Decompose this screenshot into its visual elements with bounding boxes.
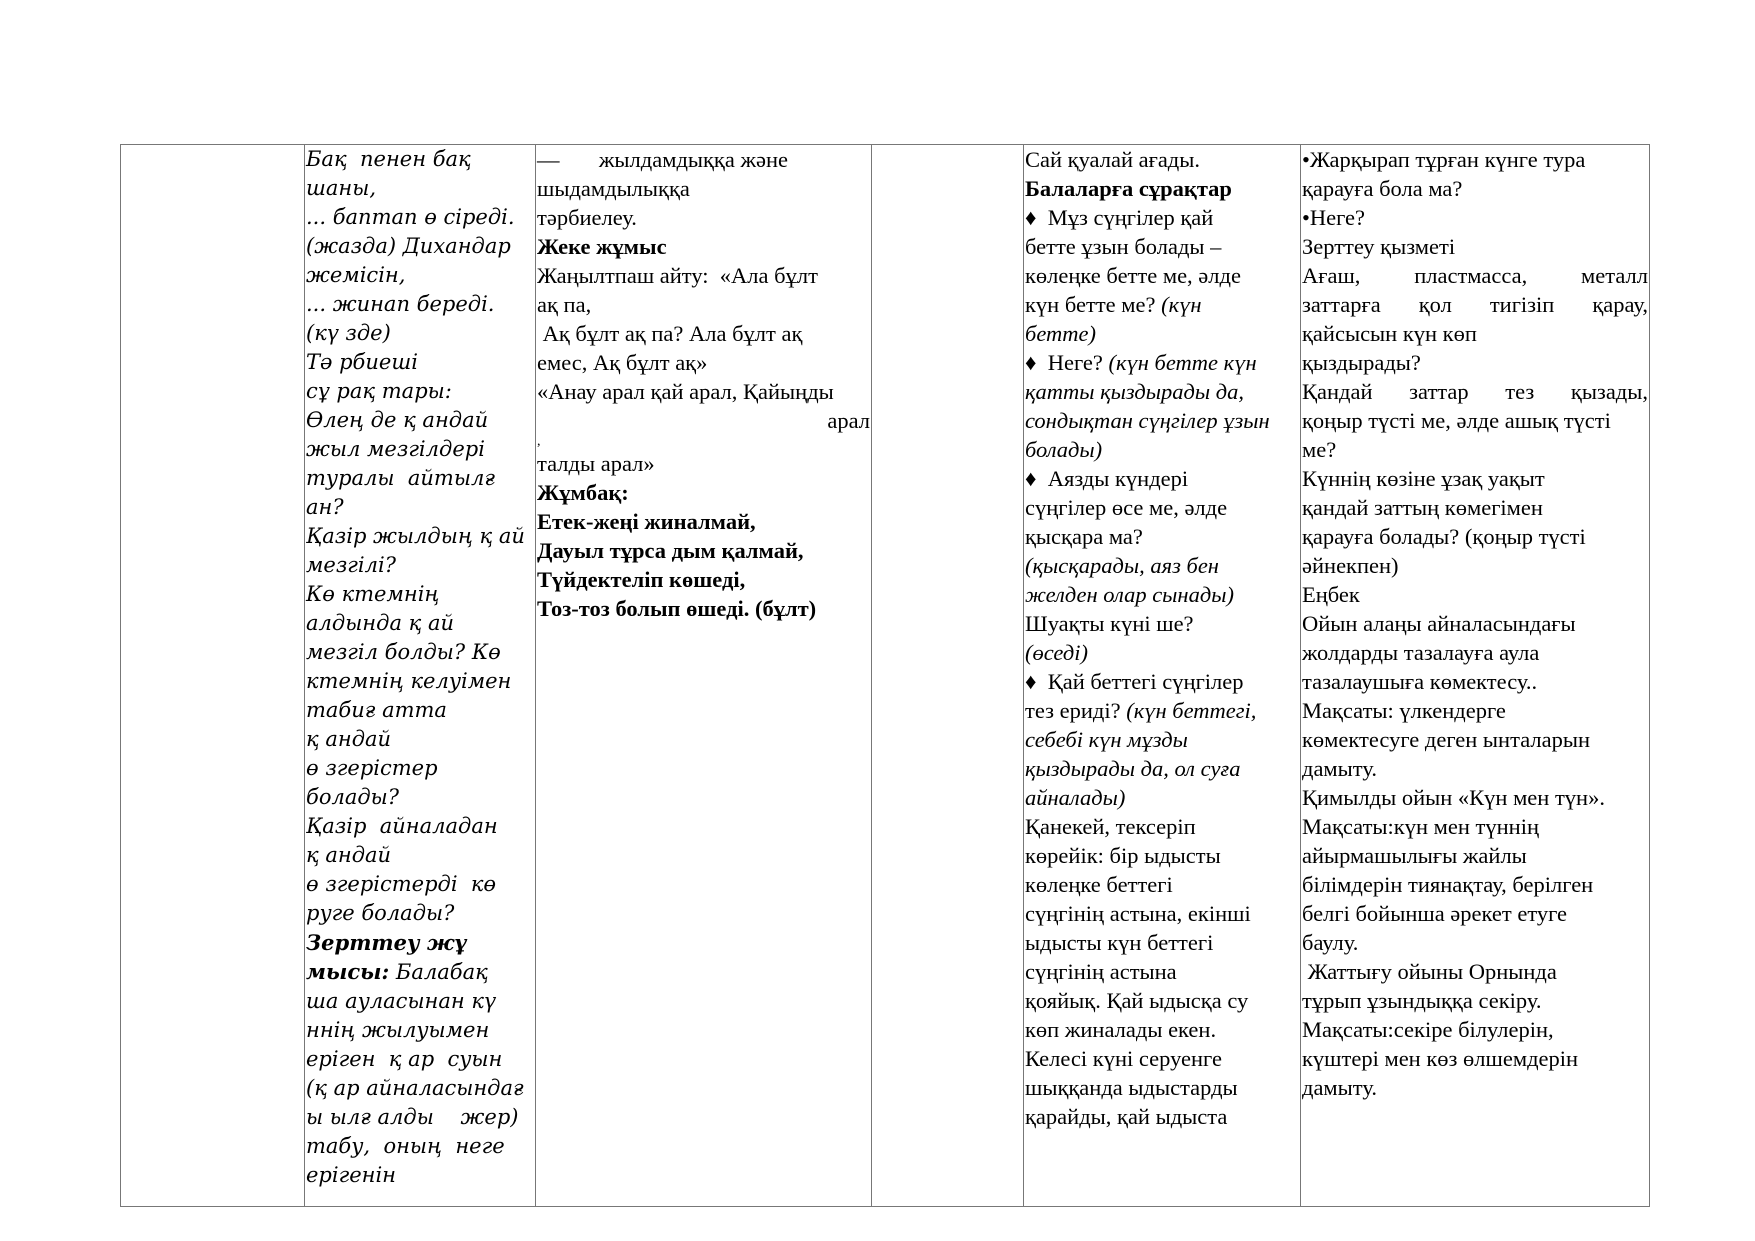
question-line: қ андай: [306, 843, 392, 867]
answer-fragment: (күн: [1161, 292, 1202, 317]
question-line: ... жинап береді.: [306, 292, 495, 316]
riddle-line: Етек-жеңі жиналмай,: [537, 509, 756, 534]
question-line: жемісін,: [306, 263, 406, 287]
text-line: қарауға бола ма?: [1302, 176, 1463, 201]
text-fragment: ♦ Неге?: [1025, 350, 1109, 375]
text-line: Ағаш, пластмасса, металл: [1302, 263, 1648, 288]
text-line: қандай заттың көмегімен: [1302, 495, 1543, 520]
question-line: ннің жылуымен: [306, 1018, 490, 1042]
text-line: Қанекей, тексеріп: [1025, 814, 1196, 839]
text-line: әйнекпен): [1302, 553, 1399, 578]
text-line: сүңгінің астына, екінші: [1025, 901, 1251, 926]
questions-text: [306, 145, 534, 1190]
answer-line: қыздырады да, ол суға: [1025, 756, 1241, 781]
table-cell-questions: [305, 145, 536, 1207]
text-line: қоңыр түсті ме, әлде ашық түсті: [1302, 408, 1611, 433]
text-line: — жылдамдыққа және: [537, 147, 789, 172]
text-line: емес, Ақ бұлт ақ»: [537, 350, 708, 375]
table-cell-activities: [536, 145, 872, 1207]
answer-line: себебі күн мұзды: [1025, 727, 1188, 752]
question-line: Өлең де қ андай: [306, 408, 489, 432]
text-line: Ақ бұлт ақ па? Ала бұлт ақ: [537, 321, 803, 346]
table-row: [121, 145, 1650, 1207]
text-line: баулу.: [1302, 930, 1359, 955]
section-heading: Балаларға сұрақтар: [1025, 176, 1232, 201]
text-line: [1025, 348, 1299, 377]
text-line: Қимылды ойын «Күн мен түн».: [1302, 785, 1605, 810]
text-line: [1025, 696, 1299, 725]
text-line: Мақсаты: үлкендерге: [1302, 698, 1506, 723]
text-line: жолдарды тазалауға аула: [1302, 640, 1540, 665]
question-line: Қазір айналадан: [306, 814, 498, 838]
riddle-line: Дауыл тұрса дым қалмай,: [537, 538, 804, 563]
text-line: Жаттығу ойыны Орнында: [1302, 959, 1557, 984]
question-line: шаны,: [306, 176, 377, 200]
icicles-text: [1025, 145, 1299, 1131]
question-line: Кө ктемнің: [306, 582, 440, 606]
text-line: қайсысын күн көп: [1302, 321, 1477, 346]
question-line: табу, оның неге: [306, 1134, 505, 1158]
text-line: Мақсаты:секіре білулерін,: [1302, 1017, 1554, 1042]
text-line: Шуақты күні ше?: [1025, 611, 1194, 636]
sun-activities-text: [1302, 145, 1648, 1102]
answer-fragment: (күн беттегі,: [1126, 698, 1257, 723]
text-line: Сай қуалай ағады.: [1025, 147, 1201, 172]
text-line: білімдерін тиянақтау, берілген: [1302, 872, 1594, 897]
question-line: Қазір жылдың қ ай: [306, 524, 525, 548]
question-line: Зерттеу жұ: [306, 930, 467, 955]
answer-line: (қысқарады, аяз бен: [1025, 553, 1219, 578]
text-line: Зерттеу қызметі: [1302, 234, 1456, 259]
question-line: Тә рбиеші: [306, 350, 418, 374]
text-line: Ойын алаңы айналасындағы: [1302, 611, 1576, 636]
question-line: болады?: [306, 785, 400, 809]
question-line: ерігенін: [306, 1163, 397, 1187]
question-line: ктемнің келуімен: [306, 669, 512, 693]
text-line: көп жиналады екен.: [1025, 1017, 1217, 1042]
text-line: көрейік: бір ыдысты: [1025, 843, 1221, 868]
text-line: белгі бойынша әрекет етуге: [1302, 901, 1568, 926]
text-line: көлеңке беттегі: [1025, 872, 1173, 897]
table-cell-sun-activities: [1301, 145, 1650, 1207]
question-line: ... баптап ө сіреді.: [306, 205, 515, 229]
text-line: ме?: [1302, 437, 1337, 462]
text-line: дамыту.: [1302, 756, 1377, 781]
table-cell-empty-4: [872, 145, 1024, 1207]
text-fragment: тез ериді?: [1025, 698, 1127, 723]
text-line: [1025, 290, 1299, 319]
text-line: қарауға болады? (қоңыр түсті: [1302, 524, 1586, 549]
question-line: ан?: [306, 495, 344, 519]
question-line: алдында қ ай: [306, 611, 455, 635]
answer-line: желден олар сынады): [1025, 582, 1234, 607]
answer-fragment: (күн бетте күн: [1108, 350, 1257, 375]
section-heading: Жеке жұмыс: [537, 234, 667, 259]
text-line: ♦ Аязды күндері: [1025, 466, 1189, 491]
riddle-line: Тоз-тоз болып өшеді. (бұлт): [537, 596, 817, 621]
question-line: сұ рақ тары:: [306, 379, 452, 403]
text-fragment: Балабақ: [389, 960, 488, 984]
question-line: (кү зде): [306, 321, 391, 345]
text-line: көлеңке бетте ме, әлде: [1025, 263, 1241, 288]
text-line: айырмашылығы жайлы: [1302, 843, 1527, 868]
text-line: күштері мен көз өлшемдерін: [1302, 1046, 1579, 1071]
text-line: ыдысты күн беттегі: [1025, 930, 1214, 955]
text-line: сүңгілер өсе ме, әлде: [1025, 495, 1228, 520]
text-line: Еңбек: [1302, 582, 1360, 607]
text-line: Жаңылтпаш айту: «Ала бұлт: [537, 263, 818, 288]
question-line: ө згерістерді кө: [306, 872, 497, 896]
answer-line: сондықтан сүңгілер ұзын: [1025, 408, 1270, 433]
question-line: жыл мезгілдері: [306, 437, 485, 461]
answer-line: (өседі): [1025, 640, 1088, 665]
text-line: ♦ Мұз сүңгілер қай: [1025, 205, 1214, 230]
text-fragment: күн бетте ме?: [1025, 292, 1162, 317]
text-line: ♦ Қай беттегі сүңгілер: [1025, 669, 1244, 694]
text-line: қояйық. Қай ыдысқа су: [1025, 988, 1249, 1013]
question-line: қ андай: [306, 727, 392, 751]
text-line: тұрып ұзындыққа секіру.: [1302, 988, 1542, 1013]
text-line: сүңгінің астына: [1025, 959, 1177, 984]
text-line: Күннің көзіне ұзақ уақыт: [1302, 466, 1545, 491]
question-line: мезгіл болды? Кө: [306, 640, 501, 664]
question-line: туралы айтылғ: [306, 466, 495, 490]
answer-line: бетте): [1025, 321, 1096, 346]
question-line: еріген қ ар суын: [306, 1047, 503, 1071]
text-line: •Неге?: [1302, 205, 1366, 230]
text-line: көмектесуге деген ынталарын: [1302, 727, 1590, 752]
answer-line: қатты қыздырады да,: [1025, 379, 1245, 404]
text-line: ақ па,: [537, 292, 592, 317]
text-line: заттарға қол тигізіп қарау,: [1302, 292, 1648, 317]
table-cell-empty-1: [121, 145, 305, 1207]
question-line: руге болады?: [306, 901, 455, 925]
question-line: ы ылғ алды жер): [306, 1105, 519, 1129]
question-line: [306, 957, 534, 987]
text-line: «Анау арал қай арал, Қайыңды: [537, 379, 834, 404]
text-line: арал: [827, 408, 870, 433]
question-line: (жазда) Дихандар: [306, 234, 511, 258]
riddle-line: Түйдектеліп көшеді,: [537, 567, 746, 592]
text-line: қарайды, қай ыдыста: [1025, 1104, 1228, 1129]
text-line: тазалаушыға көмектесу..: [1302, 669, 1538, 694]
text-line: ,: [537, 434, 541, 449]
answer-line: болады): [1025, 437, 1103, 462]
text-line: Келесі күні серуенге: [1025, 1046, 1222, 1071]
text-line: қыздырады?: [1302, 350, 1421, 375]
text-line: дамыту.: [1302, 1075, 1377, 1100]
text-fragment: мысы:: [306, 959, 390, 984]
section-heading: Жұмбақ:: [537, 480, 629, 505]
text-line: •Жарқырап тұрған күнге тура: [1302, 147, 1586, 172]
text-line: Мақсаты:күн мен түннің: [1302, 814, 1539, 839]
question-line: (қ ар айналасындағ: [306, 1076, 524, 1100]
question-line: Бақ пенен бақ: [306, 147, 471, 171]
question-line: ша ауласынан кү: [306, 989, 496, 1013]
text-line: талды арал»: [537, 451, 655, 476]
question-line: ө згерістер: [306, 756, 438, 780]
text-line: Қандай заттар тез қызады,: [1302, 379, 1648, 404]
plan-table: [120, 144, 1650, 1207]
activities-text: [537, 145, 870, 623]
question-line: табиғ атта: [306, 698, 447, 722]
text-line: шыдамдылыққа: [537, 176, 690, 201]
text-line: шыққанда ыдыстарды: [1025, 1075, 1238, 1100]
table-cell-icicles: [1024, 145, 1301, 1207]
answer-line: айналады): [1025, 785, 1126, 810]
text-line: бетте ұзын болады –: [1025, 234, 1222, 259]
question-line: мезгілі?: [306, 553, 396, 577]
text-line: тәрбиелеу.: [537, 205, 637, 230]
text-line: қысқара ма?: [1025, 524, 1143, 549]
